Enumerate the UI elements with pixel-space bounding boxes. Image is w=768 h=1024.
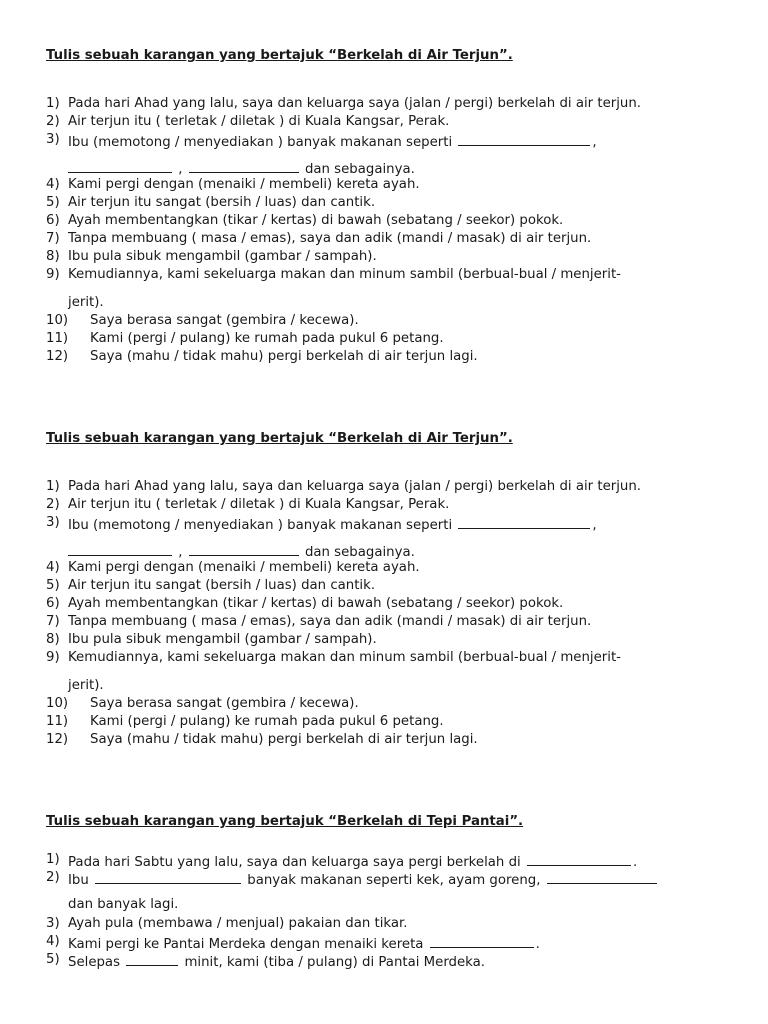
list-item: 5) Air terjun itu sangat (bersih / luas) dan cantik. [46, 578, 376, 593]
list-item: 1) Pada hari Sabtu yang lalu, saya dan keluarga saya pergi berkelah di . [46, 852, 638, 870]
list-item: 3) Ayah pula (membawa / menjual) pakaian dan tikar. [46, 916, 408, 931]
answer-blank[interactable] [189, 542, 299, 556]
list-item: 6) Ayah membentangkan (tikar / kertas) di bawah (sebatang / seekor) pokok. [46, 596, 564, 611]
list-item: 1) Pada hari Ahad yang lalu, saya dan keluarga saya (jalan / pergi) berkelah di air terjun. [46, 96, 641, 111]
list-item: 2) Ibu banyak makanan seperti kek, ayam goreng, [0, 870, 768, 888]
list-item: 11) Kami (pergi / pulang) ke rumah pada pukul 6 petang. [46, 714, 444, 729]
section-title: Tulis sebuah karangan yang bertajuk “Berkelah di Tepi Pantai”. [46, 814, 524, 829]
list-item: 12) Saya (mahu / tidak mahu) pergi berkelah di air terjun lagi. [46, 732, 478, 747]
list-item: 9) Kemudiannya, kami sekeluarga makan dan minum sambil (berbual-bual / menjerit- [46, 267, 621, 282]
answer-blank[interactable] [458, 132, 590, 146]
list-item: 1) Pada hari Ahad yang lalu, saya dan keluarga saya (jalan / pergi) berkelah di air terjun. [46, 479, 641, 494]
list-item: 9) Kemudiannya, kami sekeluarga makan dan minum sambil (berbual-bual / menjerit- [46, 650, 621, 665]
list-item: 10) Saya berasa sangat (gembira / kecewa). [46, 696, 359, 711]
answer-blank[interactable] [458, 515, 590, 529]
list-item: 12) Saya (mahu / tidak mahu) pergi berkelah di air terjun lagi. [46, 349, 478, 364]
answer-blank[interactable] [547, 870, 657, 884]
list-item: 3) Ibu (memotong / menyediakan ) banyak makanan seperti , [46, 515, 597, 533]
list-item: 7) Tanpa membuang ( masa / emas), saya dan adik (mandi / masak) di air terjun. [46, 614, 592, 629]
list-item: 5) Air terjun itu sangat (bersih / luas) dan cantik. [46, 195, 376, 210]
answer-blank[interactable] [527, 852, 631, 866]
list-item: 2) Air terjun itu ( terletak / diletak ) di Kuala Kangsar, Perak. [46, 114, 450, 129]
answer-blank[interactable] [68, 542, 172, 556]
list-item: 7) Tanpa membuang ( masa / emas), saya dan adik (mandi / masak) di air terjun. [46, 231, 592, 246]
list-item: 8) Ibu pula sibuk mengambil (gambar / sampah). [46, 632, 377, 647]
answer-blank[interactable] [95, 870, 241, 884]
answer-blank[interactable] [189, 159, 299, 173]
list-item: 4) Kami pergi dengan (menaiki / membeli) kereta ayah. [46, 177, 420, 192]
list-item: 4) Kami pergi dengan (menaiki / membeli) kereta ayah. [46, 560, 420, 575]
list-item: 6) Ayah membentangkan (tikar / kertas) di bawah (sebatang / seekor) pokok. [46, 213, 564, 228]
list-item-continuation: jerit). [68, 678, 104, 693]
list-item: 3) Ibu (memotong / menyediakan ) banyak makanan seperti , [46, 132, 597, 150]
list-item: 8) Ibu pula sibuk mengambil (gambar / sampah). [46, 249, 377, 264]
list-item-continuation: , dan sebagainya. [0, 542, 768, 560]
list-item-continuation: jerit). [68, 295, 104, 310]
answer-blank[interactable] [126, 952, 178, 966]
list-item: 5) Selepas minit, kami (tiba / pulang) di Pantai Merdeka. [46, 952, 486, 970]
list-item: 4) Kami pergi ke Pantai Merdeka dengan menaiki kereta . [46, 934, 540, 952]
section-title: Tulis sebuah karangan yang bertajuk “Berkelah di Air Terjun”. [46, 431, 513, 446]
answer-blank[interactable] [430, 934, 534, 948]
answer-blank[interactable] [68, 159, 172, 173]
list-item: 2) Air terjun itu ( terletak / diletak ) di Kuala Kangsar, Perak. [46, 497, 450, 512]
list-item: 11) Kami (pergi / pulang) ke rumah pada pukul 6 petang. [46, 331, 444, 346]
list-item-continuation: , dan sebagainya. [0, 159, 768, 177]
list-item: 10) Saya berasa sangat (gembira / kecewa). [46, 313, 359, 328]
section-title: Tulis sebuah karangan yang bertajuk “Berkelah di Air Terjun”. [46, 48, 513, 63]
list-item-continuation: dan banyak lagi. [68, 897, 179, 912]
